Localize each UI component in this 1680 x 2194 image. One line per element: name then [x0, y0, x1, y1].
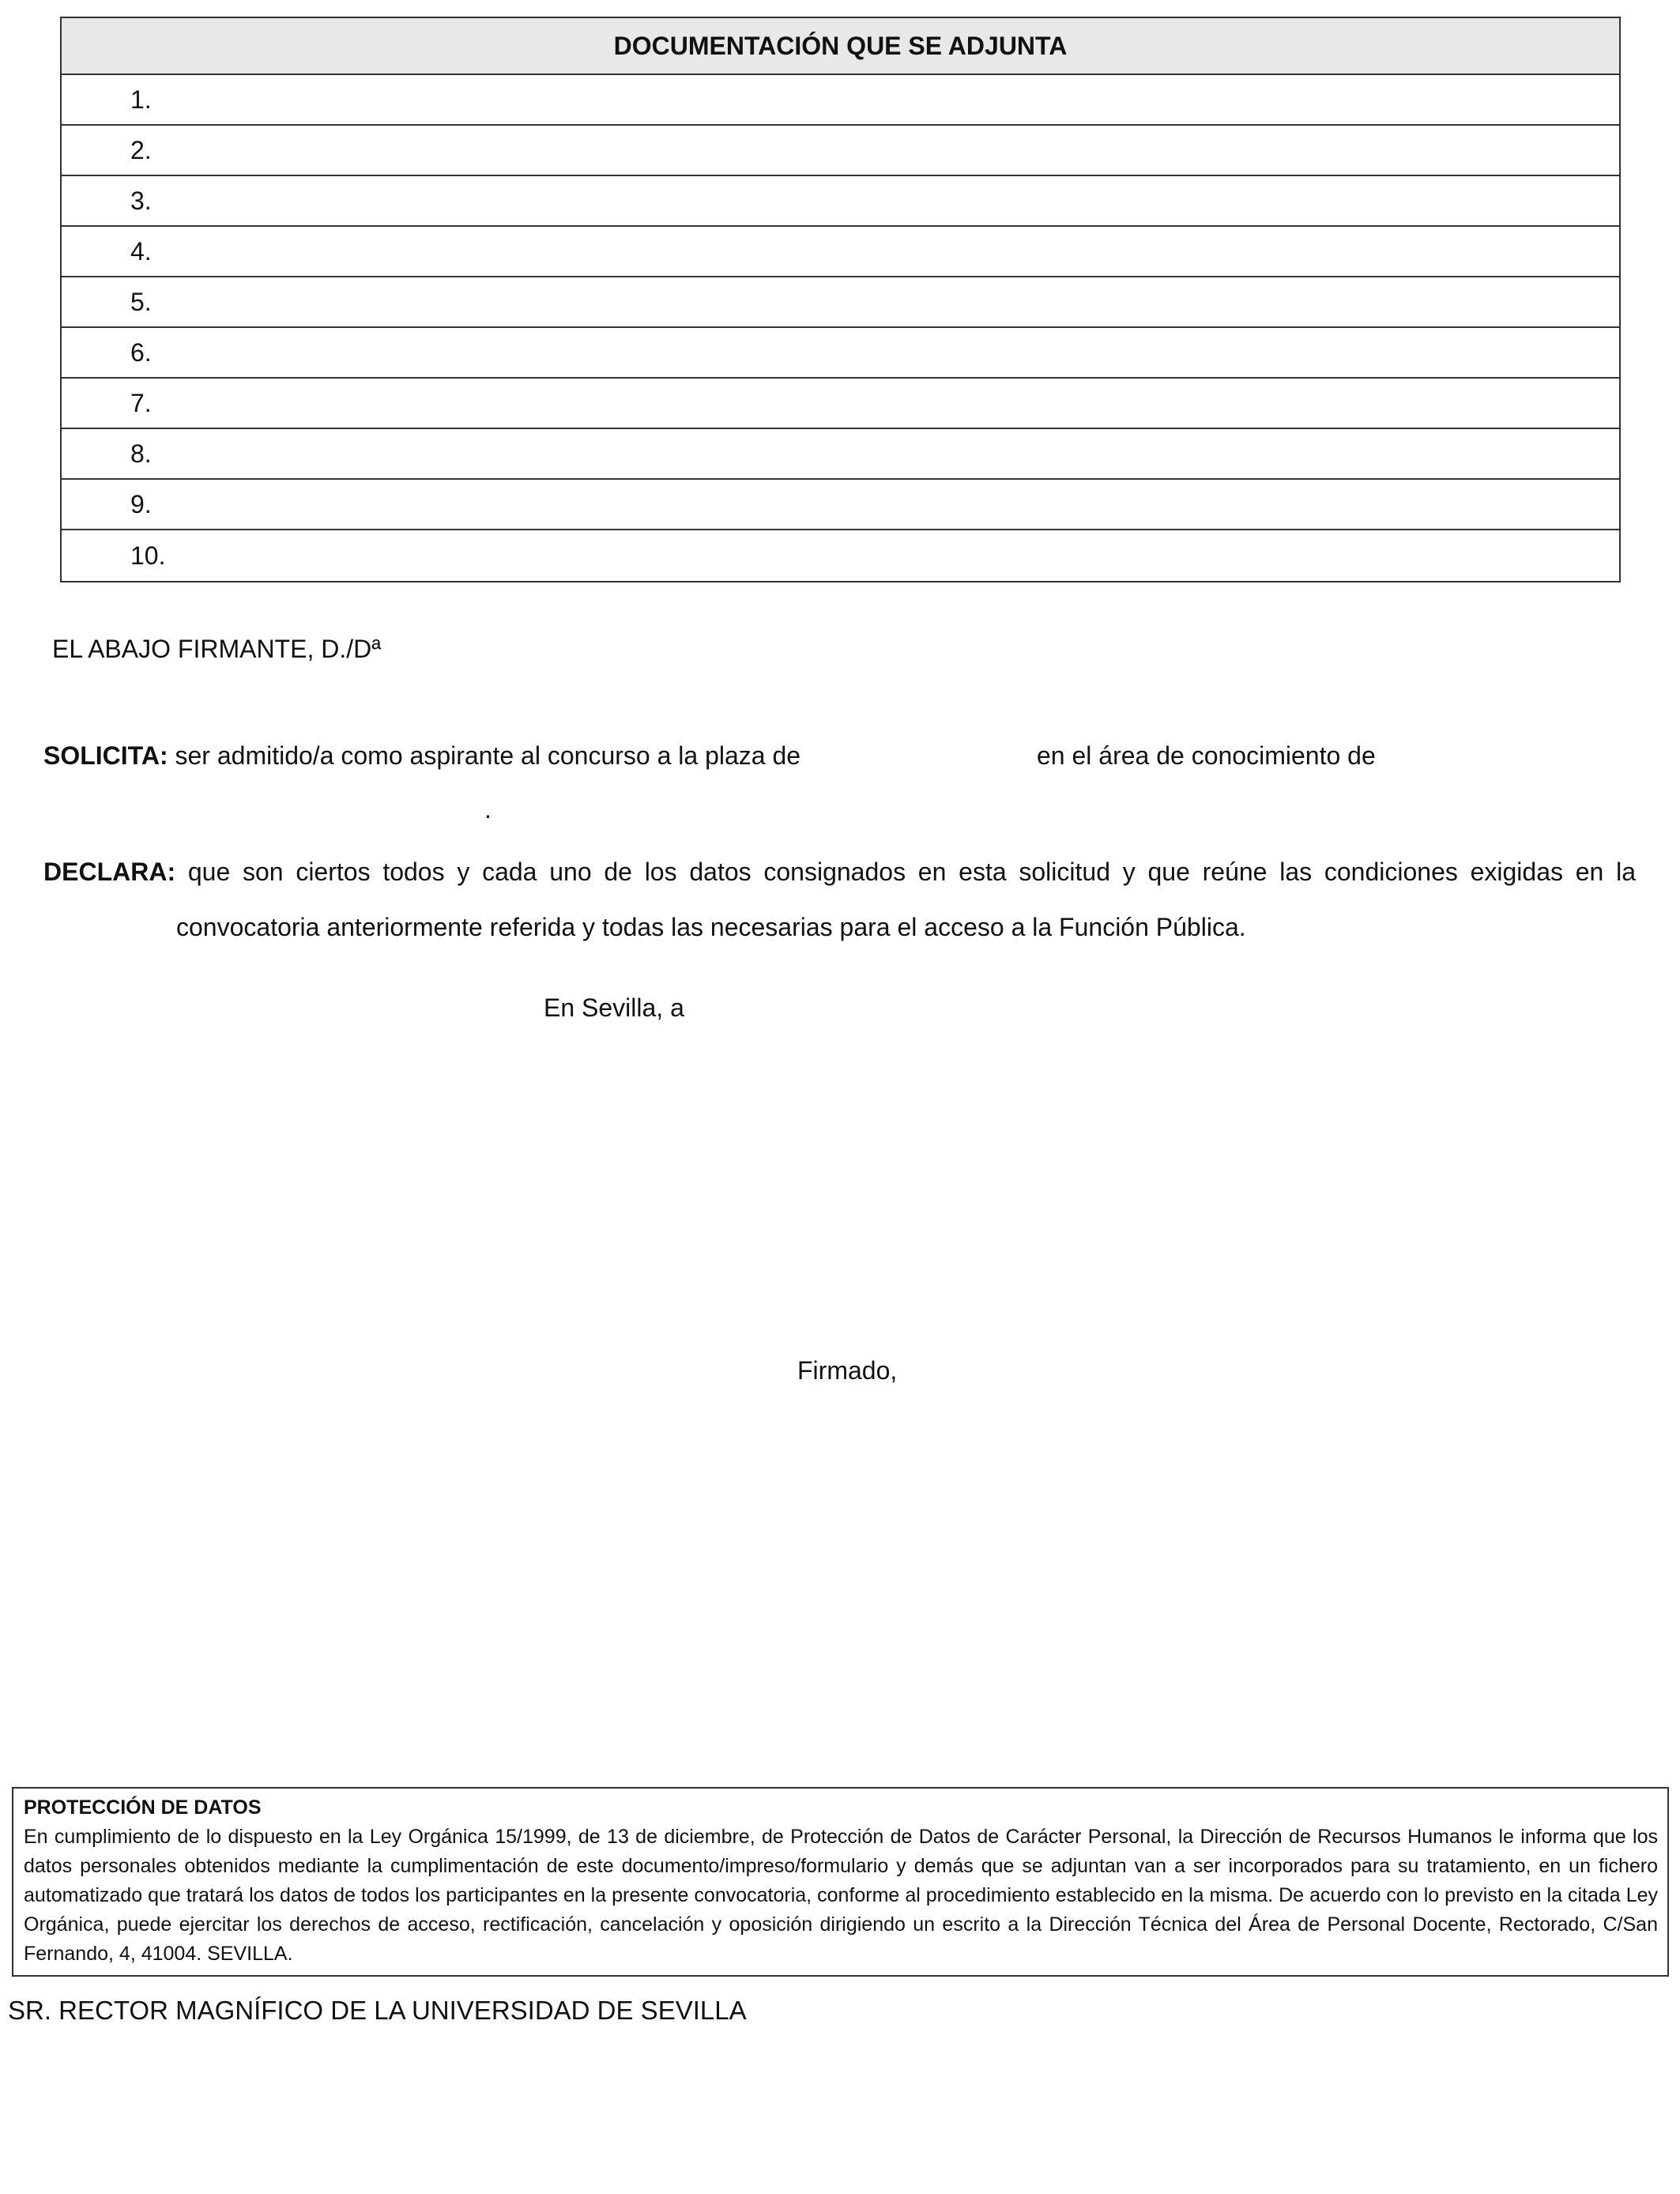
firmante-label: EL ABAJO FIRMANTE, D./Dª — [52, 635, 382, 663]
row-number: 8. — [130, 439, 152, 468]
data-protection-box — [12, 1787, 1669, 1977]
documentation-row[interactable] — [62, 379, 1619, 429]
row-number: 1. — [130, 85, 152, 114]
data-protection-title: PROTECCIÓN DE DATOS — [24, 1796, 262, 1819]
documentation-row[interactable] — [62, 328, 1619, 379]
documentation-table — [60, 17, 1621, 582]
declara-text-1: que son ciertos todos y cada uno de los datos consignados en esta solicitud y que reúne las condiciones exigidas en la — [187, 858, 1637, 886]
row-number: 6. — [130, 337, 152, 367]
solicita-text: ser admitido/a como aspirante al concurso a la plaza de — [175, 741, 801, 770]
row-number: 4. — [130, 236, 152, 266]
declara-label: DECLARA: — [43, 858, 176, 886]
signed-label: Firmado, — [797, 1356, 898, 1385]
declara-block — [43, 844, 1636, 955]
addressee: SR. RECTOR MAGNÍFICO DE LA UNIVERSIDAD DE SEVILLA — [8, 1996, 747, 2025]
solicita-period: . — [484, 795, 492, 824]
declara-line-1 — [43, 844, 1636, 899]
documentation-row[interactable] — [62, 126, 1619, 176]
row-number: 9. — [130, 489, 152, 518]
data-protection-text: En cumplimiento de lo dispuesto en la Ley Orgánica 15/1999, de 13 de diciembre, de Protección de Datos de Carácter Personal, la Dirección de Recursos Humanos le informa que los datos personales obtenidos mediante la cumplimentación de este documento/impreso/formulario y demás que se adjuntan van a ser incorporados para su tratamiento, en un fichero automatizado que tratará los datos de todos los participantes en la presente convocatoria, conforme al procedimiento establecido en la misma. De acuerdo con lo previsto en la citada Ley Orgánica, puede ejercitar los derechos de acceso, rectificación, cancelación y oposición dirigiendo un escrito a la Dirección Técnica del Área de Personal Docente, Rectorado, C/San Fernando, 4, 41004. SEVILLA. — [24, 1826, 1658, 1965]
documentation-table-title: DOCUMENTACIÓN QUE SE ADJUNTA — [62, 18, 1619, 75]
declara-line-2: convocatoria anteriormente referida y todas las necesarias para el acceso a la Función Pública. — [176, 913, 1246, 941]
documentation-row[interactable] — [62, 429, 1619, 480]
row-number: 7. — [130, 388, 152, 417]
row-number: 10. — [130, 541, 166, 570]
documentation-row[interactable] — [62, 227, 1619, 277]
documentation-row[interactable] — [62, 176, 1619, 227]
solicita-label: SOLICITA: — [43, 741, 168, 770]
row-number: 2. — [130, 135, 152, 164]
documentation-row[interactable] — [62, 277, 1619, 328]
place-date: En Sevilla, a — [544, 993, 684, 1022]
documentation-row[interactable] — [62, 480, 1619, 530]
row-number: 5. — [130, 287, 152, 316]
documentation-row[interactable] — [62, 75, 1619, 126]
solicita-line — [43, 741, 800, 771]
solicita-area-text: en el área de conocimiento de — [1037, 741, 1376, 770]
documentation-row[interactable] — [62, 530, 1619, 581]
row-number: 3. — [130, 186, 152, 215]
